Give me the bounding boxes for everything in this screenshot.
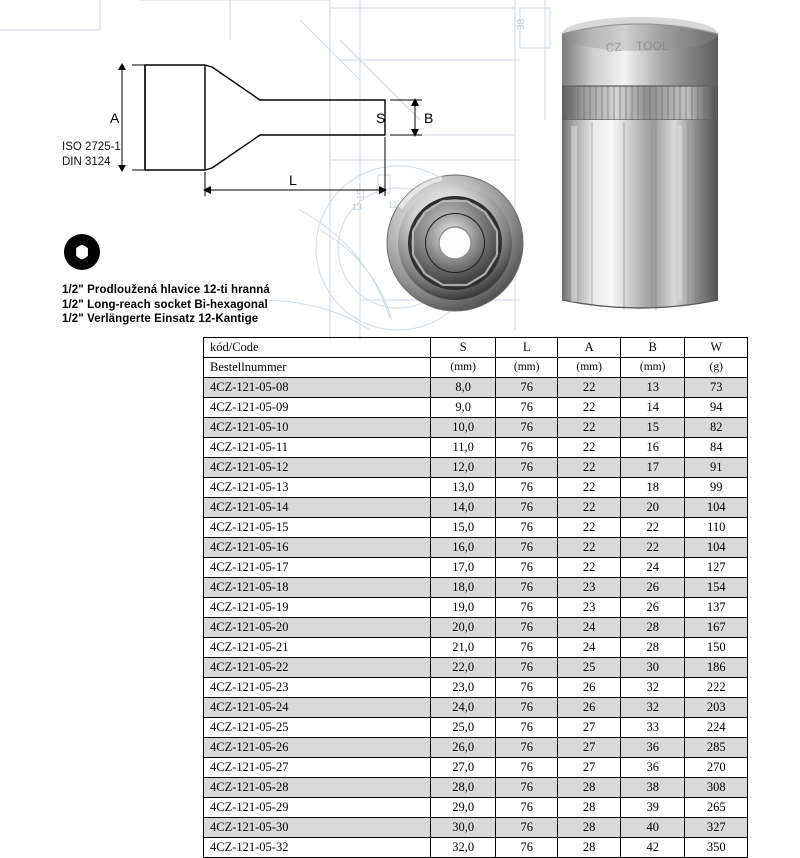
spec-table bbox=[203, 337, 748, 858]
cell-b: 13 bbox=[620, 378, 685, 398]
cell-s: 18,0 bbox=[431, 578, 496, 598]
cell-code: 4CZ-121-05-26 bbox=[204, 738, 431, 758]
cell-b: 38 bbox=[620, 778, 685, 798]
table-row bbox=[204, 838, 748, 858]
cell-b: 32 bbox=[620, 698, 685, 718]
cell-code: 4CZ-121-05-22 bbox=[204, 658, 431, 678]
socket-front-photo bbox=[380, 168, 530, 318]
cell-a: 22 bbox=[558, 538, 620, 558]
cell-s: 9,0 bbox=[431, 398, 496, 418]
cell-b: 28 bbox=[620, 618, 685, 638]
cell-s: 29,0 bbox=[431, 798, 496, 818]
standards-block bbox=[62, 140, 121, 170]
cell-a: 27 bbox=[558, 738, 620, 758]
standard-iso: ISO 2725-1 bbox=[62, 141, 121, 153]
standard-din: DIN 3124 bbox=[62, 156, 111, 168]
table-header-row-2 bbox=[204, 358, 748, 378]
table-row bbox=[204, 538, 748, 558]
cell-code: 4CZ-121-05-21 bbox=[204, 638, 431, 658]
cell-l: 76 bbox=[495, 798, 557, 818]
cell-s: 17,0 bbox=[431, 558, 496, 578]
cell-s: 15,0 bbox=[431, 518, 496, 538]
table-row bbox=[204, 618, 748, 638]
cell-a: 22 bbox=[558, 518, 620, 538]
header-b: B bbox=[620, 338, 685, 358]
cell-b: 16 bbox=[620, 438, 685, 458]
cell-l: 76 bbox=[495, 638, 557, 658]
cell-l: 76 bbox=[495, 518, 557, 538]
cell-b: 22 bbox=[620, 518, 685, 538]
spec-table-body bbox=[204, 378, 748, 858]
cell-code: 4CZ-121-05-25 bbox=[204, 718, 431, 738]
cell-a: 22 bbox=[558, 418, 620, 438]
cell-w: 104 bbox=[685, 538, 748, 558]
table-row bbox=[204, 678, 748, 698]
cell-w: 167 bbox=[685, 618, 748, 638]
table-row bbox=[204, 518, 748, 538]
cell-l: 76 bbox=[495, 618, 557, 638]
cell-s: 26,0 bbox=[431, 738, 496, 758]
cell-s: 12,0 bbox=[431, 458, 496, 478]
cell-b: 40 bbox=[620, 818, 685, 838]
table-row bbox=[204, 598, 748, 618]
cell-w: 265 bbox=[685, 798, 748, 818]
cell-code: 4CZ-121-05-30 bbox=[204, 818, 431, 838]
table-row bbox=[204, 378, 748, 398]
cell-l: 76 bbox=[495, 578, 557, 598]
cell-w: 308 bbox=[685, 778, 748, 798]
table-row bbox=[204, 458, 748, 478]
svg-text:11: 11 bbox=[388, 200, 398, 210]
cell-code: 4CZ-121-05-29 bbox=[204, 798, 431, 818]
cell-w: 270 bbox=[685, 758, 748, 778]
cell-l: 76 bbox=[495, 558, 557, 578]
cell-w: 150 bbox=[685, 638, 748, 658]
cell-s: 11,0 bbox=[431, 438, 496, 458]
table-row bbox=[204, 578, 748, 598]
header-code: kód/Code bbox=[204, 338, 431, 358]
cell-a: 22 bbox=[558, 498, 620, 518]
header-b-unit: (mm) bbox=[620, 358, 685, 378]
cell-a: 22 bbox=[558, 398, 620, 418]
cell-a: 28 bbox=[558, 838, 620, 858]
cell-code: 4CZ-121-05-32 bbox=[204, 838, 431, 858]
table-row bbox=[204, 758, 748, 778]
cell-l: 76 bbox=[495, 538, 557, 558]
cell-w: 203 bbox=[685, 698, 748, 718]
cell-code: 4CZ-121-05-19 bbox=[204, 598, 431, 618]
table-row bbox=[204, 798, 748, 818]
cell-s: 22,0 bbox=[431, 658, 496, 678]
table-header-row-1 bbox=[204, 338, 748, 358]
cell-a: 22 bbox=[558, 378, 620, 398]
cell-l: 76 bbox=[495, 818, 557, 838]
title-cs: 1/2" Prodloužená hlavice 12-ti hranná bbox=[62, 284, 270, 296]
header-l-unit: (mm) bbox=[495, 358, 557, 378]
cell-b: 33 bbox=[620, 718, 685, 738]
cell-b: 18 bbox=[620, 478, 685, 498]
cell-b: 20 bbox=[620, 498, 685, 518]
cell-code: 4CZ-121-05-12 bbox=[204, 458, 431, 478]
cell-a: 28 bbox=[558, 818, 620, 838]
cell-w: 104 bbox=[685, 498, 748, 518]
cell-code: 4CZ-121-05-17 bbox=[204, 558, 431, 578]
cell-b: 30 bbox=[620, 658, 685, 678]
cell-code: 4CZ-121-05-08 bbox=[204, 378, 431, 398]
header-s-unit: (mm) bbox=[431, 358, 496, 378]
cell-code: 4CZ-121-05-27 bbox=[204, 758, 431, 778]
cell-l: 76 bbox=[495, 478, 557, 498]
cell-b: 36 bbox=[620, 738, 685, 758]
cell-a: 26 bbox=[558, 698, 620, 718]
cell-l: 76 bbox=[495, 658, 557, 678]
cell-a: 23 bbox=[558, 578, 620, 598]
dim-l-label: L bbox=[289, 172, 297, 188]
cell-s: 32,0 bbox=[431, 838, 496, 858]
svg-text:15: 15 bbox=[356, 188, 367, 200]
cell-a: 22 bbox=[558, 478, 620, 498]
cell-s: 19,0 bbox=[431, 598, 496, 618]
cell-l: 76 bbox=[495, 778, 557, 798]
cell-w: 127 bbox=[685, 558, 748, 578]
cell-code: 4CZ-121-05-11 bbox=[204, 438, 431, 458]
cell-w: 137 bbox=[685, 598, 748, 618]
header-a-unit: (mm) bbox=[558, 358, 620, 378]
cell-w: 222 bbox=[685, 678, 748, 698]
table-row bbox=[204, 558, 748, 578]
table-row bbox=[204, 738, 748, 758]
header-w-unit: (g) bbox=[685, 358, 748, 378]
cell-s: 30,0 bbox=[431, 818, 496, 838]
cell-s: 25,0 bbox=[431, 718, 496, 738]
cell-w: 82 bbox=[685, 418, 748, 438]
dim-b-label: B bbox=[424, 110, 434, 126]
cell-code: 4CZ-121-05-24 bbox=[204, 698, 431, 718]
svg-text:13: 13 bbox=[352, 202, 363, 212]
header-w: W bbox=[685, 338, 748, 358]
table-row bbox=[204, 818, 748, 838]
cell-b: 17 bbox=[620, 458, 685, 478]
dim-a-label: A bbox=[110, 110, 120, 126]
dim-s-label: S bbox=[376, 110, 386, 126]
cell-a: 27 bbox=[558, 758, 620, 778]
cell-b: 26 bbox=[620, 598, 685, 618]
cell-s: 27,0 bbox=[431, 758, 496, 778]
cell-w: 154 bbox=[685, 578, 748, 598]
socket-side-photo bbox=[540, 8, 740, 318]
cell-a: 22 bbox=[558, 558, 620, 578]
cell-code: 4CZ-121-05-20 bbox=[204, 618, 431, 638]
cell-b: 32 bbox=[620, 678, 685, 698]
cell-l: 76 bbox=[495, 678, 557, 698]
table-row bbox=[204, 398, 748, 418]
cell-b: 15 bbox=[620, 418, 685, 438]
svg-text:CZ: CZ bbox=[605, 39, 623, 55]
cell-a: 23 bbox=[558, 598, 620, 618]
cell-s: 14,0 bbox=[431, 498, 496, 518]
cell-b: 26 bbox=[620, 578, 685, 598]
cell-s: 8,0 bbox=[431, 378, 496, 398]
cell-l: 76 bbox=[495, 718, 557, 738]
header-bestellnummer: Bestellnummer bbox=[204, 358, 431, 378]
table-row bbox=[204, 498, 748, 518]
cell-w: 91 bbox=[685, 458, 748, 478]
cell-code: 4CZ-121-05-23 bbox=[204, 678, 431, 698]
cell-s: 24,0 bbox=[431, 698, 496, 718]
cell-code: 4CZ-121-05-10 bbox=[204, 418, 431, 438]
cell-w: 186 bbox=[685, 658, 748, 678]
cell-a: 22 bbox=[558, 438, 620, 458]
bi-hexagonal-socket-icon bbox=[62, 232, 102, 272]
cell-w: 224 bbox=[685, 718, 748, 738]
cell-a: 25 bbox=[558, 658, 620, 678]
cell-l: 76 bbox=[495, 598, 557, 618]
cell-b: 24 bbox=[620, 558, 685, 578]
cell-l: 76 bbox=[495, 698, 557, 718]
table-row bbox=[204, 418, 748, 438]
cell-b: 36 bbox=[620, 758, 685, 778]
table-row bbox=[204, 438, 748, 458]
cell-b: 28 bbox=[620, 638, 685, 658]
cell-w: 99 bbox=[685, 478, 748, 498]
cell-b: 22 bbox=[620, 538, 685, 558]
cell-s: 16,0 bbox=[431, 538, 496, 558]
cell-s: 23,0 bbox=[431, 678, 496, 698]
cell-l: 76 bbox=[495, 838, 557, 858]
cell-code: 4CZ-121-05-18 bbox=[204, 578, 431, 598]
table-row bbox=[204, 778, 748, 798]
cell-w: 84 bbox=[685, 438, 748, 458]
svg-text:TOOL: TOOL bbox=[636, 39, 669, 53]
cell-l: 76 bbox=[495, 498, 557, 518]
product-titles bbox=[62, 283, 270, 327]
cell-w: 94 bbox=[685, 398, 748, 418]
cell-l: 76 bbox=[495, 418, 557, 438]
title-en: 1/2" Long-reach socket Bi-hexagonal bbox=[62, 298, 268, 311]
cell-s: 21,0 bbox=[431, 638, 496, 658]
spec-table-wrapper bbox=[203, 337, 748, 858]
cell-a: 24 bbox=[558, 638, 620, 658]
header-s: S bbox=[431, 338, 496, 358]
cell-w: 285 bbox=[685, 738, 748, 758]
table-row bbox=[204, 638, 748, 658]
table-row bbox=[204, 658, 748, 678]
cell-a: 24 bbox=[558, 618, 620, 638]
cell-l: 76 bbox=[495, 458, 557, 478]
cell-a: 28 bbox=[558, 778, 620, 798]
cell-a: 28 bbox=[558, 798, 620, 818]
svg-text:38: 38 bbox=[516, 18, 527, 30]
cell-l: 76 bbox=[495, 738, 557, 758]
cell-s: 20,0 bbox=[431, 618, 496, 638]
cell-l: 76 bbox=[495, 758, 557, 778]
cell-a: 27 bbox=[558, 718, 620, 738]
cell-code: 4CZ-121-05-28 bbox=[204, 778, 431, 798]
table-row bbox=[204, 478, 748, 498]
title-de: 1/2" Verlängerte Einsatz 12-Kantige bbox=[62, 313, 259, 325]
cell-w: 73 bbox=[685, 378, 748, 398]
cell-code: 4CZ-121-05-16 bbox=[204, 538, 431, 558]
cell-b: 42 bbox=[620, 838, 685, 858]
table-row bbox=[204, 698, 748, 718]
cell-w: 327 bbox=[685, 818, 748, 838]
cell-l: 76 bbox=[495, 438, 557, 458]
cell-b: 14 bbox=[620, 398, 685, 418]
cell-l: 76 bbox=[495, 378, 557, 398]
cell-a: 22 bbox=[558, 458, 620, 478]
cell-code: 4CZ-121-05-15 bbox=[204, 518, 431, 538]
cell-code: 4CZ-121-05-13 bbox=[204, 478, 431, 498]
header-l: L bbox=[495, 338, 557, 358]
cell-l: 76 bbox=[495, 398, 557, 418]
cell-s: 13,0 bbox=[431, 478, 496, 498]
table-row bbox=[204, 718, 748, 738]
cell-b: 39 bbox=[620, 798, 685, 818]
cell-a: 26 bbox=[558, 678, 620, 698]
header-a: A bbox=[558, 338, 620, 358]
cell-s: 10,0 bbox=[431, 418, 496, 438]
cell-s: 28,0 bbox=[431, 778, 496, 798]
cell-code: 4CZ-121-05-14 bbox=[204, 498, 431, 518]
cell-w: 350 bbox=[685, 838, 748, 858]
cell-code: 4CZ-121-05-09 bbox=[204, 398, 431, 418]
cell-w: 110 bbox=[685, 518, 748, 538]
